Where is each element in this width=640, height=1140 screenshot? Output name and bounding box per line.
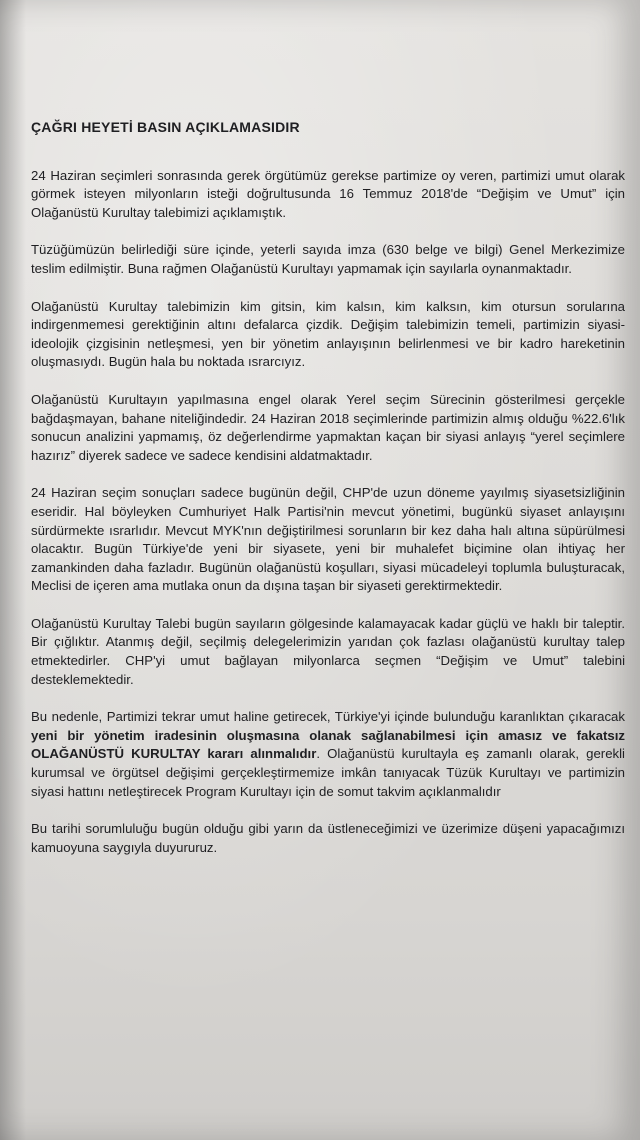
paragraph-7-text-a: Bu nedenle, Partimizi tekrar umut haline getirecek, Türkiye'yi içinde bulunduğu karanlıktan çıkaracak xyxy=(31,709,625,725)
document-title: ÇAĞRI HEYETİ BASIN AÇIKLAMASIDIR xyxy=(31,119,300,135)
page-edge-shadow xyxy=(0,0,26,1140)
paragraph-5: 24 Haziran seçim sonuçları sadece bugünün değil, CHP'de uzun döneme yayılmış siyasetsizliğinin eseridir. Hal böyleyken Cumhuriyet Halk Partisi'nin mevcut yönetimi, bugünkü siyaset anlayışını sürdürmekte ısrarlıdır. Mevcut MYK'nın değiştirilmesi sorunların bir kez daha halı altına süpürülmesi olacaktır. Bugün Türkiye'de yeni bir siyasete, yeni bir muhalefet biçimine olan ihtiyaç her zamankinden daha fazladır. Bugünün olağanüstü koşulları, siyasi mücadeleyi toplumla buluşturacak, Meclisi de içeren ama mutlaka onun da dışına taşan bir siyaseti gerektirmektedir. xyxy=(31,485,625,594)
paragraph-4: Olağanüstü Kurultayın yapılmasına engel olarak Yerel seçim Sürecinin gösterilmesi gerçekle bağdaşmayan, bahane niteliğindedir. 24 Haziran 2018 seçimlerinde partimizin almış olduğu %22.6'lık sonucun analizini yapmamış, öz değerlendirme yapmaktan kaçan bir siyasi anlayış “yerel seçimlere hazırız” diyerek sadece ve sadece kendisini aldatmaktadır. xyxy=(31,391,625,463)
paragraph-7 xyxy=(31,708,625,801)
paragraph-1: 24 Haziran seçimleri sonrasında gerek örgütümüz gerekse partimize oy veren, partimizi umut olarak görmek isteyen milyonların isteği doğrultusunda 16 Temmuz 2018'de “Değişim ve Umut” için Olağanüstü Kurultay talebimizi açıklamıştık. xyxy=(31,167,625,220)
paragraph-3: Olağanüstü Kurultay talebimizin kim gitsin, kim kalsın, kim kalksın, kim otursun sorularına indirgenmemesi gerektiğinin altını defalarca çizdik. Değişim talebimizin temeli, partimizin siyasi-ideolojik çizgisinin netleşmesi, yen bir yönetim anlayışının belirlenmesi ve bir kadro hareketinin oluşmasıydı. Bugün hala bu noktada ısrarcıyız. xyxy=(31,298,625,370)
paragraph-8: Bu tarihi sorumluluğu bugün olduğu gibi yarın da üstleneceğimizi ve üzerimize düşeni yapacağımızı kamuoyuna saygıyla duyururuz. xyxy=(31,821,625,855)
paragraph-7-bold-demand: yeni bir yönetim iradesinin oluşmasına olanak sağlanabilmesi için amasız ve fakatsız OLAĞANÜSTÜ KURULTAY kararı alınmalıdır xyxy=(31,727,625,762)
paragraph-2: Tüzüğümüzün belirlediği süre içinde, yeterli sayıda imza (630 belge ve bilgi) Genel Merkezimize teslim edilmiştir. Buna rağmen Olağanüstü Kurultayı yapmamak için sayılarla oynanmaktadır. xyxy=(31,242,625,276)
paragraph-7-text-b: . Olağanüstü kurultayla eş zamanlı olarak, gerekli kurumsal ve örgütsel değişimi gerçekleştirmemize imkân tanıyacak Tüzük Kurultayı ve partimizin siyasi hattını netleştirecek Program Kurultayı için de somut takvim açıklanmalıdır xyxy=(31,746,625,799)
document-body xyxy=(31,118,625,876)
paragraph-6: Olağanüstü Kurultay Talebi bugün sayıların gölgesinde kalamayacak kadar güçlü ve haklı bir taleptir. Bir çığlıktır. Atanmış değil, seçilmiş delegelerimizin yarıdan çok fazlası olağanüstü kurultay talep etmektedirler. CHP'yi umut bağlayan milyonlarca seçmen “Değişim ve Umut” talebini desteklemektedir. xyxy=(31,615,625,687)
